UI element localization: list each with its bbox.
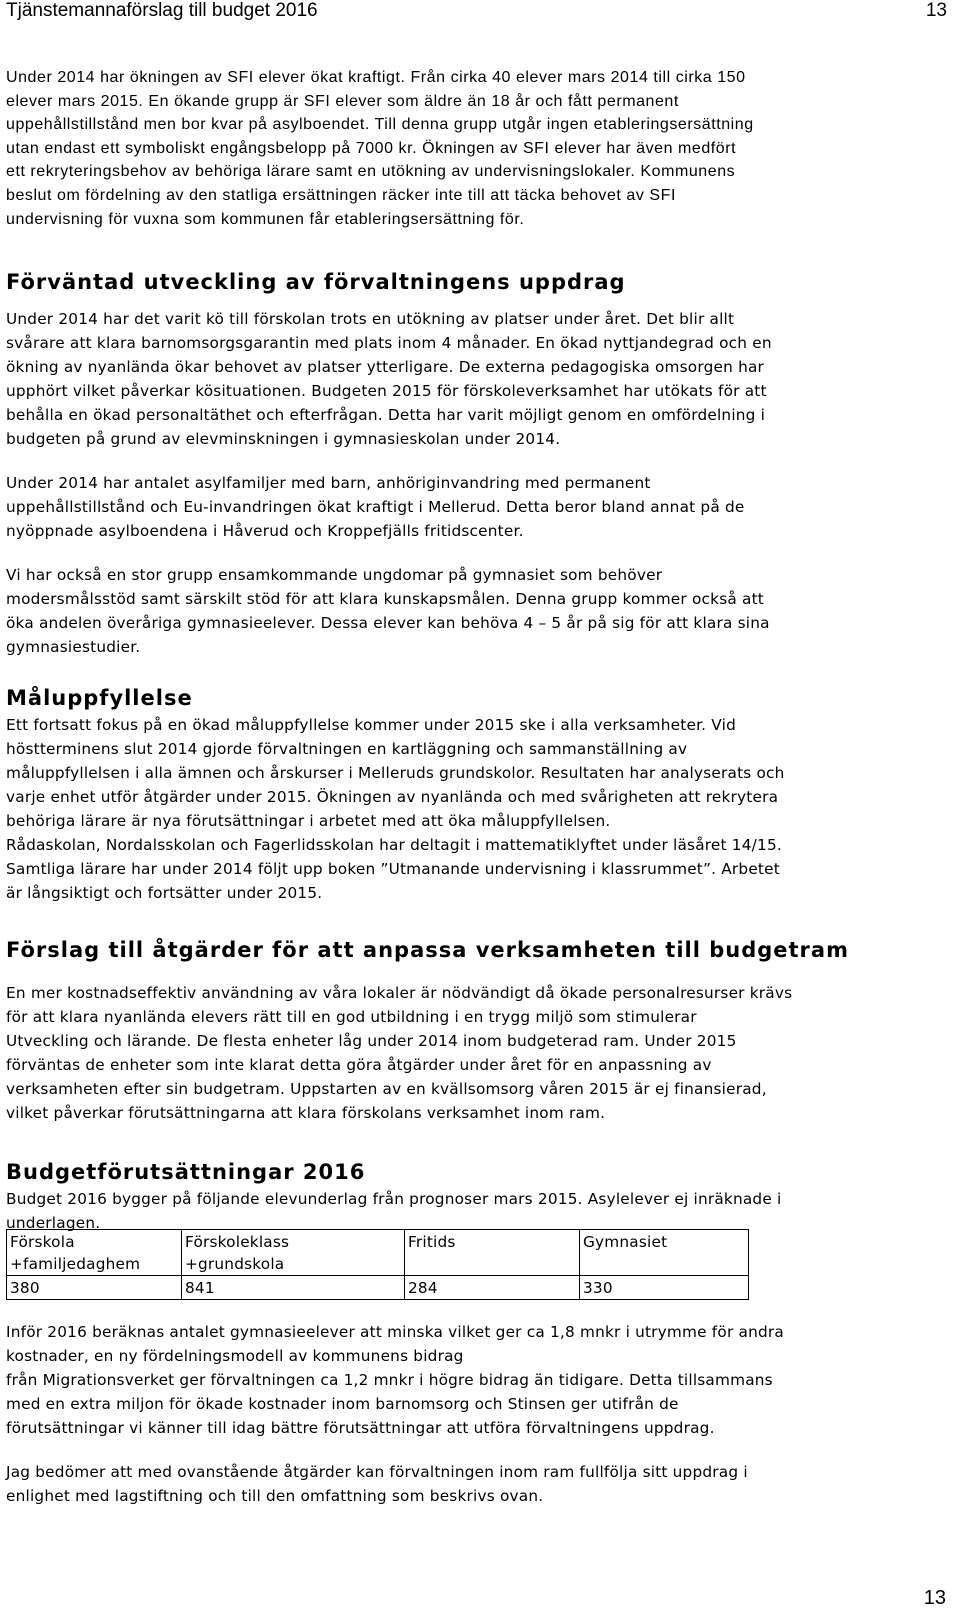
paragraph-forskola-ko xyxy=(6,307,946,451)
header-text-line: Förskola xyxy=(10,1233,75,1252)
text-line: Budget 2016 bygger på följande elevunderlag från prognoser mars 2015. Asylelever ej inräknade i xyxy=(6,1190,782,1209)
header-text-line: Fritids xyxy=(408,1233,456,1252)
header-page-number: 13 xyxy=(925,0,947,21)
table-cell: 841 xyxy=(182,1276,405,1300)
text-line: höstterminens slut 2014 gjorde förvaltningen en kartläggning och sammanställning av xyxy=(6,740,688,759)
table-cell: 380 xyxy=(7,1276,182,1300)
text-line: varje enhet utför åtgärder under 2015. Ökningen av nyanlända och med svårigheten att rekrytera xyxy=(6,788,779,807)
paragraph-bedomning xyxy=(6,1460,946,1508)
text-line: budgeten på grund av elevminskningen i gymnasieskolan under 2014. xyxy=(6,430,561,449)
text-line: uppehållstillstånd men bor kvar på asylboendet. Till denna grupp utgår ingen etableringsersättning xyxy=(6,116,754,134)
text-line: Samtliga lärare har under 2014 följt upp boken ”Utmanande undervisning i klassrummet”. Arbetet xyxy=(6,860,780,879)
text-line: upphört vilket påverkar kösituationen. Budgeten 2015 för förskoleverksamhet har utökats för att xyxy=(6,382,767,401)
text-line: enlighet med lagstiftning och till den omfattning som beskrivs ovan. xyxy=(6,1487,544,1506)
paragraph-forslag xyxy=(6,981,946,1125)
text-line: Rådaskolan, Nordalsskolan och Fagerlidsskolan har deltagit i mattematiklyftet under läsåret 14/15. xyxy=(6,836,782,855)
paragraph-asylfamiljer xyxy=(6,471,946,543)
text-line: behöriga lärare är nya förutsättningar i arbetet med att öka måluppfyllelsen. xyxy=(6,812,611,831)
text-line: beslut om fördelning av den statliga ersättningen räcker inte till att täcka behovet av SFI xyxy=(6,186,676,204)
table-header-cell xyxy=(7,1230,182,1276)
header-text-line: +grundskola xyxy=(185,1255,285,1274)
text-line: förväntas de enheter som inte klarat detta göra åtgärder under året för en anpassning av xyxy=(6,1056,712,1075)
table-cell: 284 xyxy=(405,1276,580,1300)
text-line: vilket påverkar förutsättningarna att klara förskolans verksamhet inom ram. xyxy=(6,1104,606,1123)
text-line: Under 2014 har det varit kö till förskolan trots en utökning av platser under året. Det blir allt xyxy=(6,310,735,329)
text-line: underlagen. xyxy=(6,1214,101,1233)
text-line: gymnasiestudier. xyxy=(6,638,141,657)
footer-page-number: 13 xyxy=(923,1587,946,1609)
text-line: svårare att klara barnomsorgsgarantin med plats inom 4 månader. En ökad nyttjandegrad och en xyxy=(6,334,772,353)
section-heading-forslag: Förslag till åtgärder för att anpassa verksamheten till budgetram xyxy=(6,938,849,963)
text-line: med en extra miljon för ökade kostnader inom barnomsorg och Stinsen ger utifrån de xyxy=(6,1395,679,1414)
text-line: utan endast ett symboliskt engångsbelopp på 7000 kr. Ökningen av SFI elever har även medfört xyxy=(6,139,737,157)
text-line: förutsättningar vi känner till idag bättre förutsättningar att utföra förvaltningens uppdrag. xyxy=(6,1419,715,1438)
section-heading-forvantad: Förväntad utveckling av förvaltningens uppdrag xyxy=(6,270,626,295)
text-line: uppehållstillstånd och Eu-invandringen ökat kraftigt i Mellerud. Detta beror bland annat på de xyxy=(6,498,745,517)
text-line: kostnader, en ny fördelningsmodell av kommunens bidrag xyxy=(6,1347,464,1366)
table-cell: 330 xyxy=(580,1276,749,1300)
table-header-row xyxy=(7,1230,749,1276)
text-line: är långsiktigt och fortsätter under 2015. xyxy=(6,884,323,903)
text-line: från Migrationsverket ger förvaltningen ca 1,2 mnkr i högre bidrag än tidigare. Detta tillsammans xyxy=(6,1371,773,1390)
header-text-line: +familjedaghem xyxy=(10,1255,141,1274)
document-title: Tjänstemannaförslag till budget 2016 xyxy=(6,0,318,21)
section-heading-budget: Budgetförutsättningar 2016 xyxy=(6,1160,366,1185)
table-header-cell xyxy=(405,1230,580,1276)
section-heading-maluppfyllelse: Måluppfyllelse xyxy=(6,686,193,711)
text-line: Inför 2016 beräknas antalet gymnasieelever att minska vilket ger ca 1,8 mnkr i utrymme för andra xyxy=(6,1323,784,1342)
text-line: Under 2014 har antalet asylfamiljer med barn, anhöriginvandring med permanent xyxy=(6,474,651,493)
text-line: verksamheten efter sin budgetram. Uppstarten av en kvällsomsorg våren 2015 är ej finansierad, xyxy=(6,1080,767,1099)
text-line: öka andelen överåriga gymnasieelever. Dessa elever kan behöva 4 – 5 år på sig för att klara sina xyxy=(6,614,770,633)
paragraph-budget-2016 xyxy=(6,1320,946,1440)
text-line: ett rekryteringsbehov av behöriga lärare samt en utökning av undervisningslokaler. Kommunens xyxy=(6,163,736,181)
text-line: elever mars 2015. En ökande grupp är SFI elever som äldre än 18 år och fått permanent xyxy=(6,92,679,110)
page-header xyxy=(6,0,950,22)
text-line: Utveckling och lärande. De flesta enheter låg under 2014 inom budgeterad ram. Under 2015 xyxy=(6,1032,737,1051)
header-text-line: Gymnasiet xyxy=(583,1233,668,1252)
text-line: ökning av nyanlända ökar behovet av platser ytterligare. De externa pedagogiska omsorgen har xyxy=(6,358,765,377)
paragraph-maluppfyllelse xyxy=(6,713,946,905)
text-line: Under 2014 har ökningen av SFI elever ökat kraftigt. Från cirka 40 elever mars 2014 till cirka 150 xyxy=(6,69,746,86)
text-line: nyöppnade asylboendena i Håverud och Kroppefjälls fritidscenter. xyxy=(6,522,524,541)
header-text-line: Förskoleklass xyxy=(185,1233,290,1252)
text-line: behålla en ökad personaltäthet och efterfrågan. Detta har varit möjligt genom en omfördelning i xyxy=(6,406,766,425)
text-line: En mer kostnadseffektiv användning av våra lokaler är nödvändigt då ökade personalresurser krävs xyxy=(6,984,793,1003)
paragraph-ensamkommande xyxy=(6,563,946,659)
text-line: modersmålsstöd samt särskilt stöd för att klara kunskapsmålen. Denna grupp kommer också att xyxy=(6,590,764,609)
text-line: Jag bedömer att med ovanstående åtgärder kan förvaltningen inom ram fullfölja sitt uppdrag i xyxy=(6,1463,748,1482)
text-line: Vi har också en stor grupp ensamkommande ungdomar på gymnasiet som behöver xyxy=(6,566,663,585)
text-line: för att klara nyanlända elevers rätt till en god utbildning i en trygg miljö som stimulerar xyxy=(6,1008,697,1027)
paragraph-budget-intro xyxy=(6,1187,946,1235)
text-line: Ett fortsatt fokus på en ökad måluppfyllelse kommer under 2015 ske i alla verksamheter. Vid xyxy=(6,716,736,735)
table-header-cell xyxy=(182,1230,405,1276)
sfi-paragraph xyxy=(6,66,946,231)
pupil-count-table xyxy=(6,1229,749,1300)
document-body xyxy=(6,66,946,1508)
table-header-cell xyxy=(580,1230,749,1276)
text-line: måluppfyllelsen i alla ämnen och årskurser i Melleruds grundskolor. Resultaten har analyserats och xyxy=(6,764,785,783)
table-row xyxy=(7,1276,749,1300)
text-line: undervisning för vuxna som kommunen får etableringsersättning för. xyxy=(6,210,525,228)
